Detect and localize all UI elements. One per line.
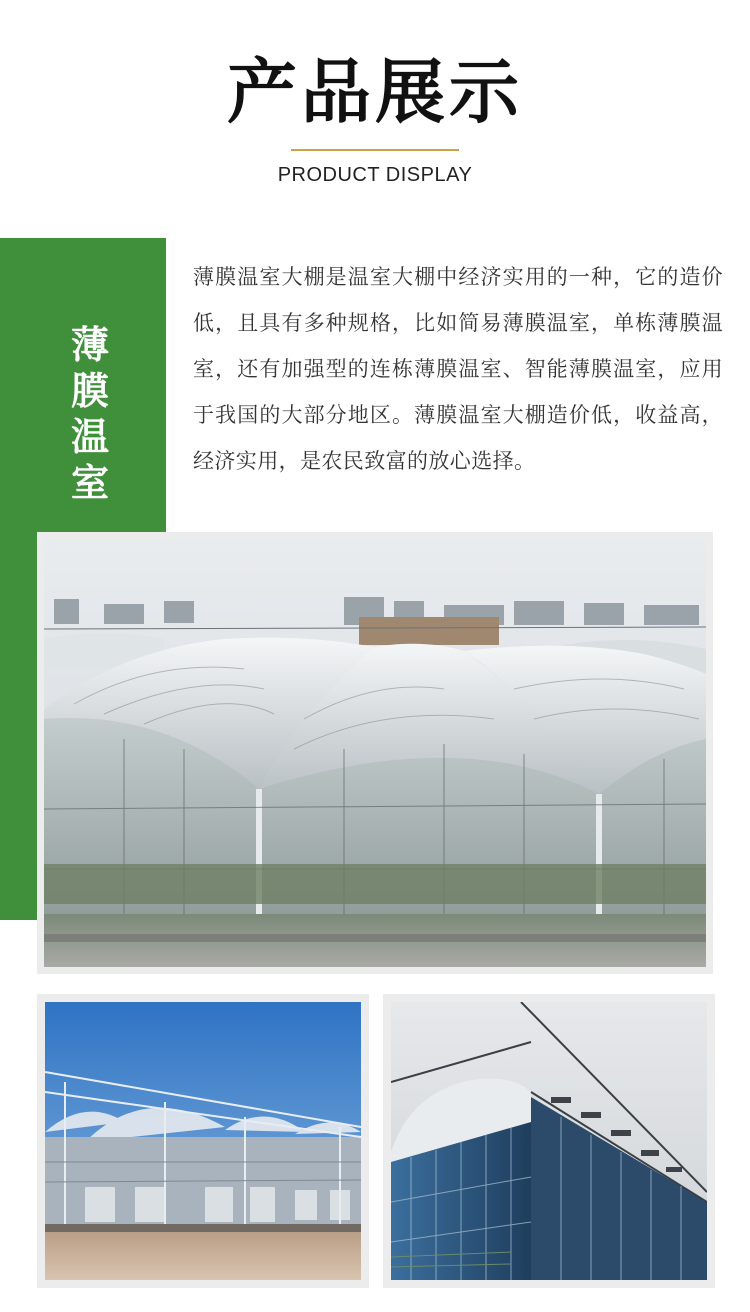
right-greenhouse-photo — [391, 1002, 707, 1280]
section-label: 薄膜温室 — [70, 323, 109, 505]
title-divider — [291, 149, 459, 151]
page-title: 产品展示 — [227, 51, 523, 133]
left-greenhouse-photo — [45, 1002, 361, 1280]
section-description: 薄膜温室大棚是温室大棚中经济实用的一种，它的造价低，且具有多种规格，比如简易薄膜温室，单栋薄膜温室，还有加强型的连栋薄膜温室、智能薄膜温室，应用于我国的大部分地区。薄膜温室大棚造价低，收益高，经济实用，是农民致富的放心选择。 — [193, 265, 723, 473]
main-greenhouse-photo — [44, 539, 706, 967]
main-photo-frame — [37, 532, 713, 974]
page-subtitle: PRODUCT DISPLAY — [277, 164, 473, 186]
left-photo-frame — [37, 994, 369, 1288]
right-photo-frame — [383, 994, 715, 1288]
